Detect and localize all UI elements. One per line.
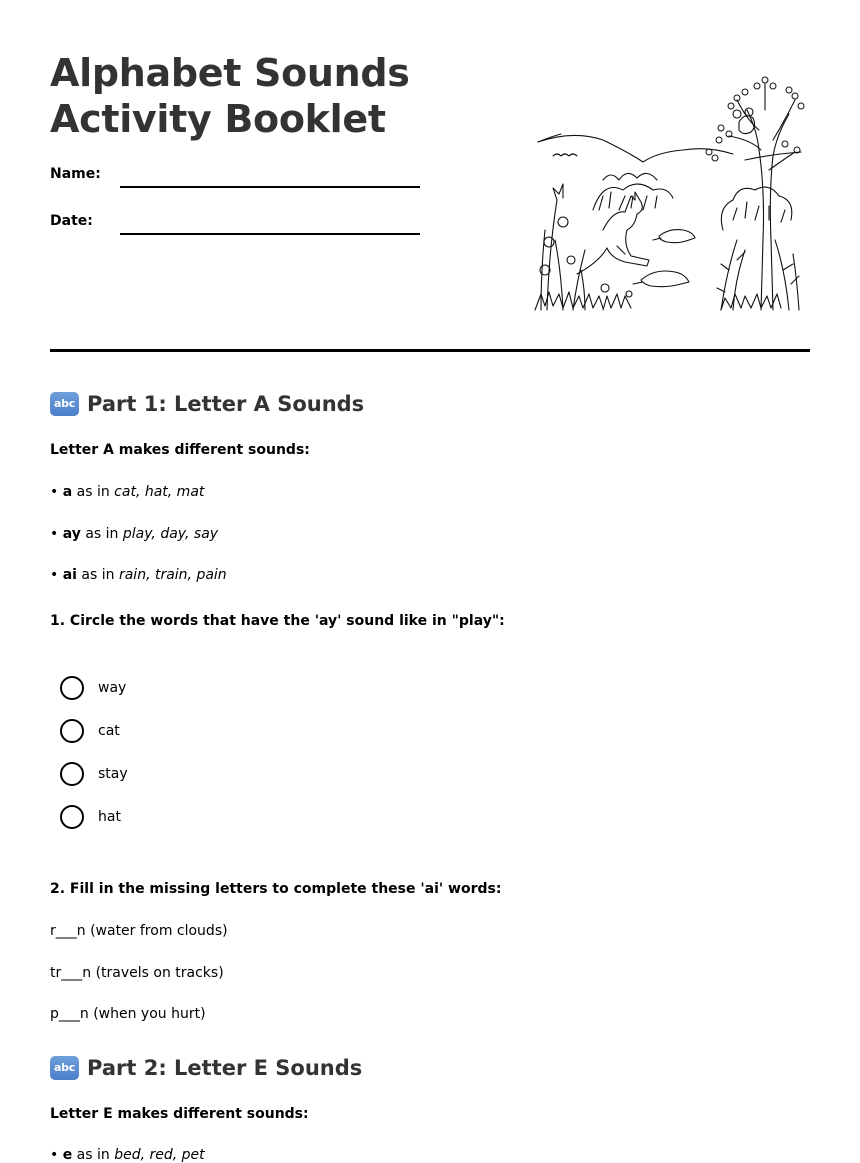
sound-examples: cat, hat, mat	[114, 484, 205, 500]
sound-key: ay	[62, 526, 81, 542]
name-field-line[interactable]	[120, 186, 420, 188]
date-label: Date:	[50, 213, 93, 229]
sound-examples: play, day, say	[122, 526, 219, 542]
option-hat[interactable]	[60, 805, 121, 829]
title-line-2: Activity Booklet	[50, 97, 386, 141]
part2-heading-text: Part 2: Letter E Sounds	[87, 1056, 363, 1080]
question-1: 1. Circle the words that have the 'ay' sound like in "play":	[50, 613, 505, 629]
fill-in-item-1: r___n (water from clouds)	[50, 923, 228, 939]
part1-heading	[50, 389, 364, 419]
option-stay[interactable]	[60, 762, 128, 786]
sound-examples: rain, train, pain	[118, 567, 227, 583]
circle-option-icon[interactable]	[60, 762, 84, 786]
part1-heading-text: Part 1: Letter A Sounds	[87, 392, 365, 416]
part1-sound-2: • ay as in play, day, say	[50, 526, 219, 542]
fill-in-item-3: p___n (when you hurt)	[50, 1006, 206, 1022]
part1-sound-1: • a as in cat, hat, mat	[50, 484, 205, 500]
circle-option-icon[interactable]	[60, 719, 84, 743]
part2-sound-1: • e as in bed, red, pet	[50, 1147, 205, 1163]
sound-key: ai	[62, 567, 77, 583]
abc-emoji-icon: abc	[50, 1056, 79, 1080]
part1-sound-3: • ai as in rain, train, pain	[50, 567, 227, 583]
part2-intro: Letter E makes different sounds:	[50, 1106, 309, 1122]
option-way[interactable]	[60, 676, 126, 700]
name-label: Name:	[50, 166, 101, 182]
sound-key: a	[62, 484, 73, 500]
question-2: 2. Fill in the missing letters to complete these 'ai' words:	[50, 881, 502, 897]
option-label: way	[98, 680, 127, 696]
booklet-title	[50, 50, 410, 142]
option-label: hat	[98, 809, 121, 825]
title-line-1: Alphabet Sounds	[50, 51, 410, 95]
sound-examples: bed, red, pet	[114, 1147, 205, 1163]
part1-intro: Letter A makes different sounds:	[50, 442, 310, 458]
option-label: cat	[98, 723, 120, 739]
header-divider	[50, 349, 810, 352]
option-cat[interactable]	[60, 719, 120, 743]
sound-key: e	[62, 1147, 73, 1163]
date-field-line[interactable]	[120, 233, 420, 235]
nature-scene-illustration	[533, 70, 808, 312]
part2-heading	[50, 1053, 362, 1083]
abc-emoji-icon: abc	[50, 392, 79, 416]
fill-in-item-2: tr___n (travels on tracks)	[50, 965, 224, 981]
circle-option-icon[interactable]	[60, 805, 84, 829]
circle-option-icon[interactable]	[60, 676, 84, 700]
option-label: stay	[98, 766, 128, 782]
